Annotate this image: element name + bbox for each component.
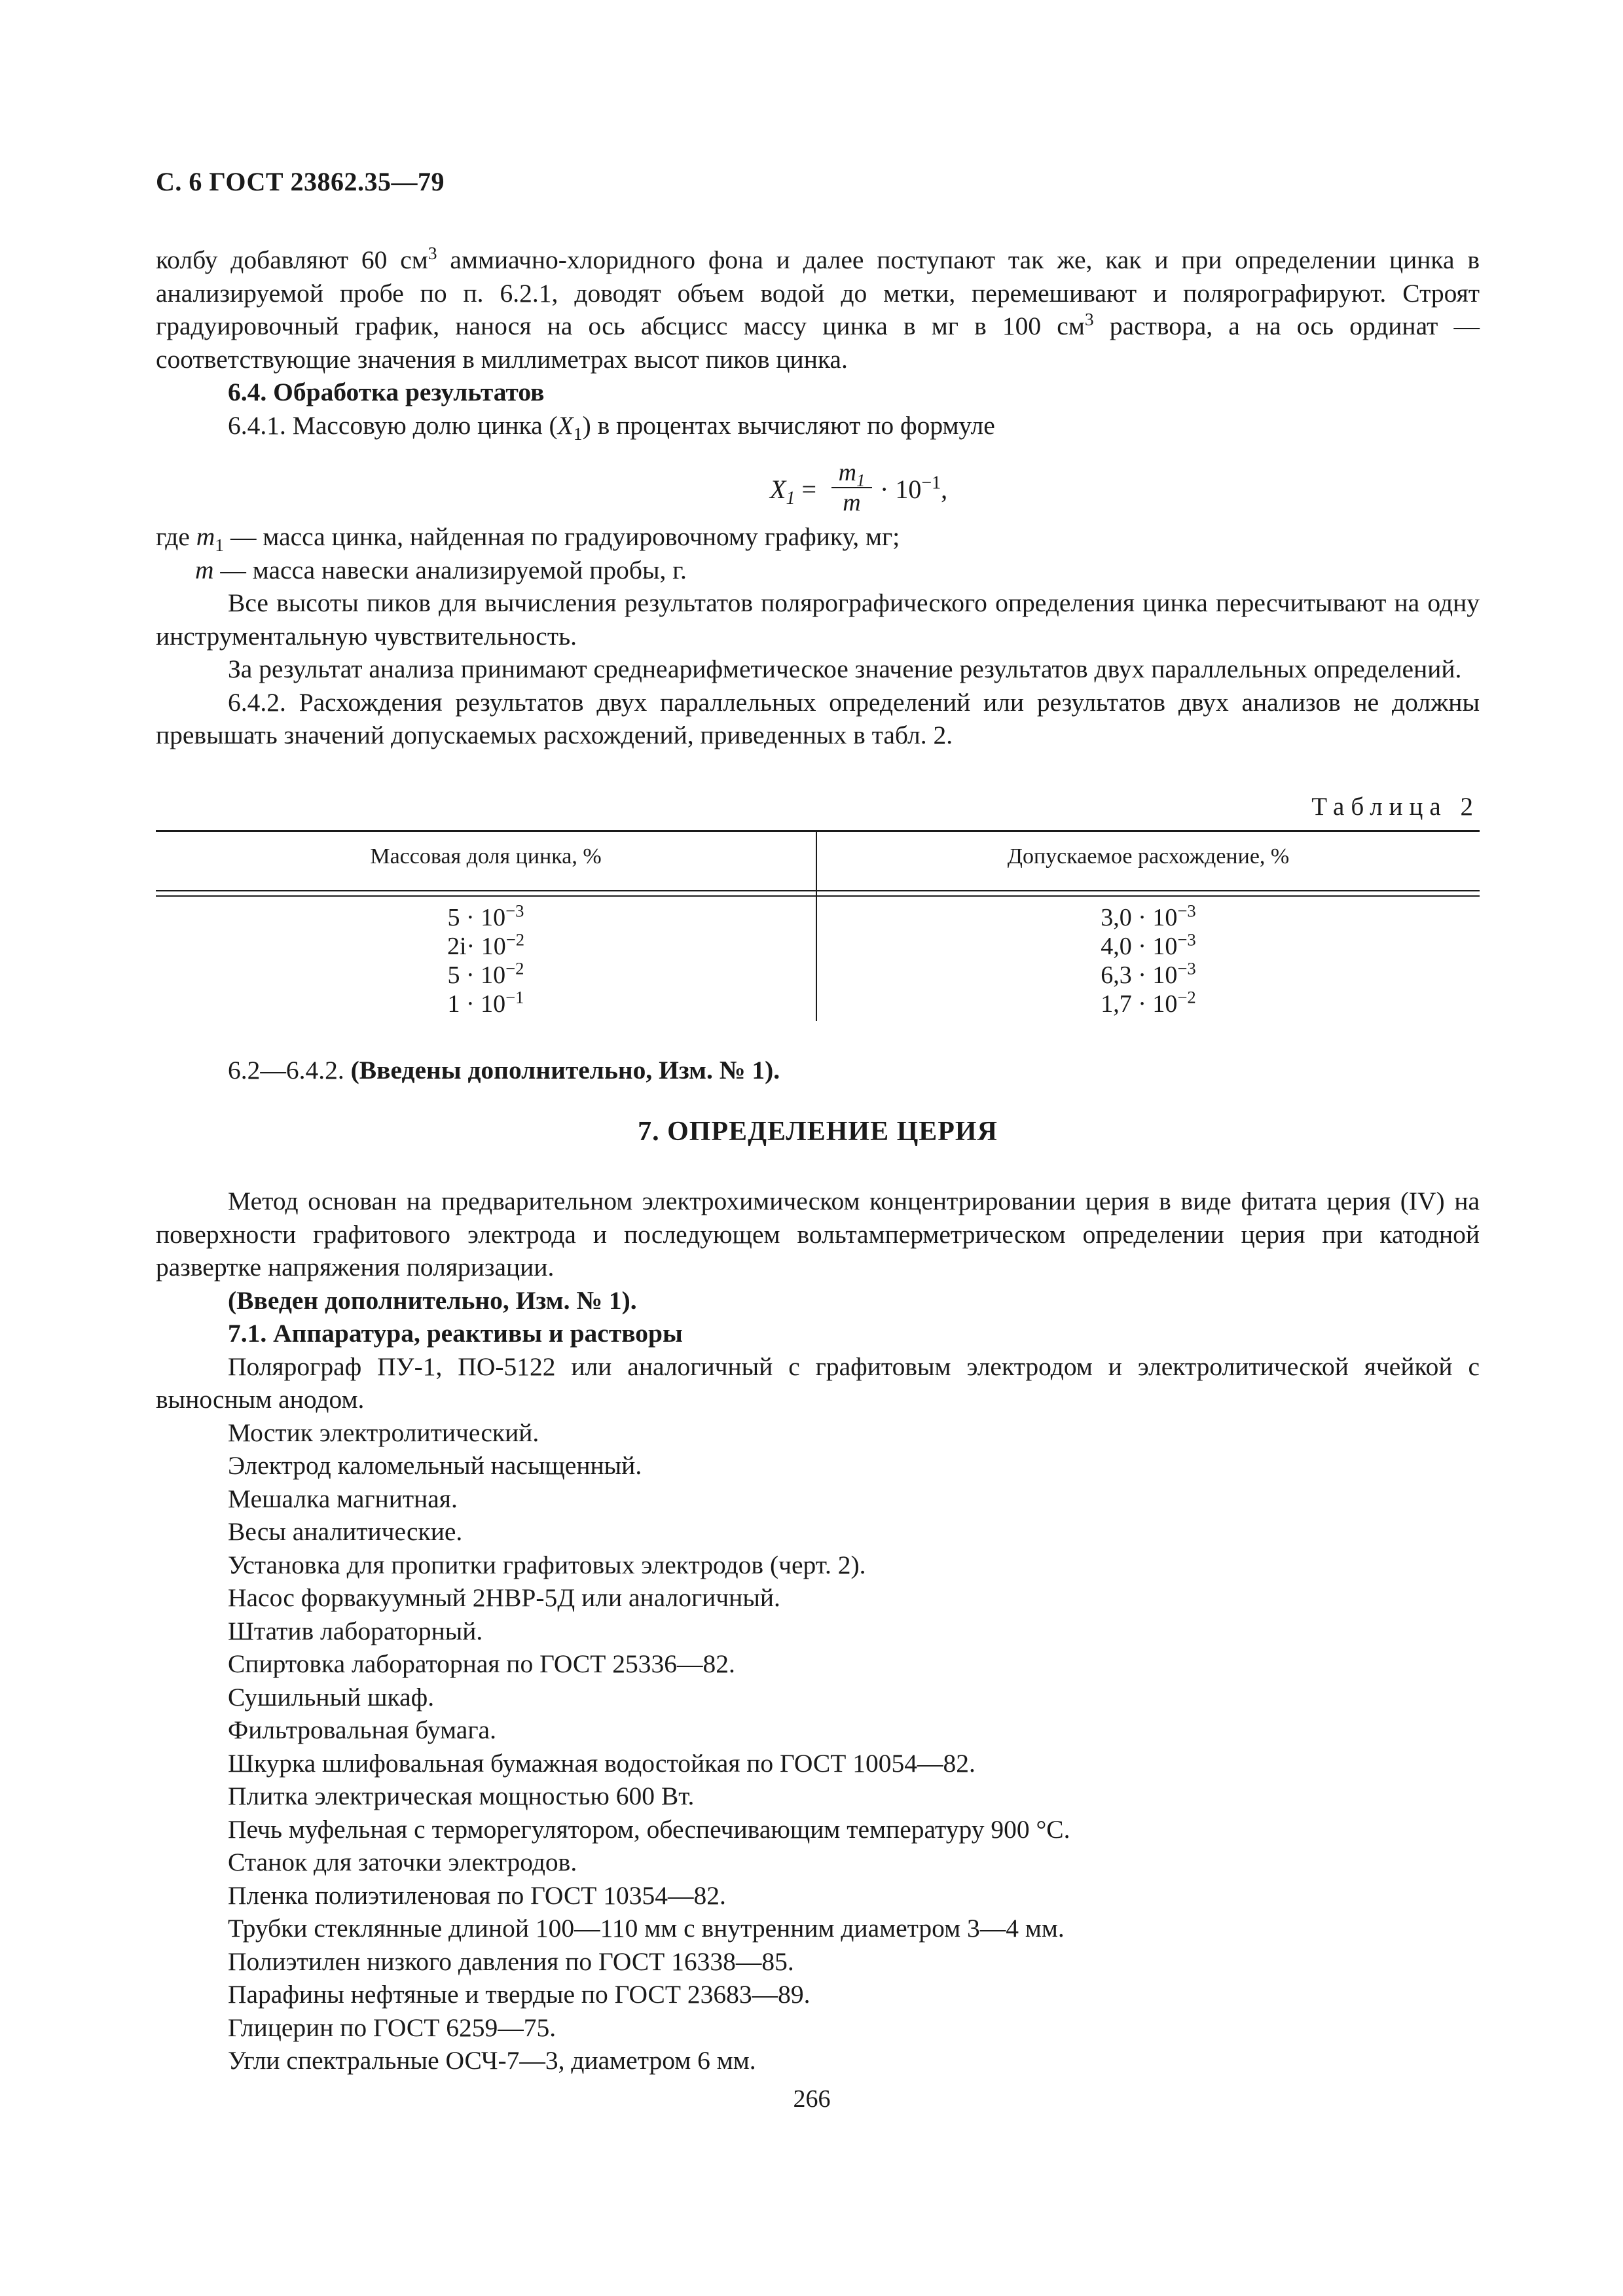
intro-block <box>156 243 1480 442</box>
cell-text: 4,0 · 10 <box>1101 933 1178 960</box>
table-col1-values <box>156 903 816 1018</box>
formula-num-sub: 1 <box>856 470 866 490</box>
cell-text: 2i· 10 <box>447 933 506 960</box>
table-cell <box>156 903 816 932</box>
where-1-var: m <box>196 522 215 551</box>
formula-numerator <box>829 458 875 490</box>
cell-text: 6,3 · 10 <box>1101 961 1178 989</box>
formula-num-var: m <box>838 459 857 486</box>
section-6-4-title: 6.4. Обработка результатов <box>228 378 545 406</box>
cell-sup: −3 <box>1177 901 1196 921</box>
list-item: Печь муфельная с терморегулятором, обеспечивающим температуру 900 °С. <box>228 1814 1070 1844</box>
formula-lhs <box>770 474 816 509</box>
list-item: Сушильный шкаф. <box>228 1682 435 1712</box>
list-item: Мешалка магнитная. <box>228 1484 458 1513</box>
amendment-range: 6.2—6.4.2. <box>228 1056 351 1085</box>
amendment-section-7: (Введен дополнительно, Изм. № 1). <box>228 1285 637 1315</box>
section-7-body <box>156 1185 1480 2077</box>
section-7-title: 7. ОПРЕДЕЛЕНИЕ ЦЕРИЯ <box>638 1117 998 1147</box>
formula-multiplier <box>880 474 947 505</box>
cell-text: 3,0 · 10 <box>1101 904 1178 931</box>
cell-text: 5 · 10 <box>447 961 506 989</box>
paragraph-all-peaks: Все высоты пиков для вычисления результатов полярографического определения цинка пересчитывают на одну инструментальную чувствительность. <box>156 588 1480 651</box>
cell-sup: −2 <box>505 958 524 978</box>
cell-text: 1,7 · 10 <box>1101 990 1178 1018</box>
paragraph-method: Метод основан на предварительном электрохимическом концентрировании церия в виде фитата церия (IV) на поверхности графитового электрода и последующем вольтамперметрическом определении церия при катодной развертке напряжения поляризации. <box>156 1187 1480 1282</box>
table-cell <box>817 929 1480 961</box>
amendment-note: (Введены дополнительно, Изм. № 1). <box>350 1056 780 1085</box>
amendment-6-2-6-4-2 <box>156 1054 1480 1087</box>
list-item: Пленка полиэтиленовая по ГОСТ 10354—82. <box>228 1880 726 1910</box>
where-1-b: — масса цинка, найденная по градуировочному графику, мг; <box>224 522 900 551</box>
cell-sup: −3 <box>1177 958 1196 978</box>
cell-sup: −2 <box>505 929 524 950</box>
section-7-1-title: 7.1. Аппаратура, реактивы и растворы <box>228 1319 683 1348</box>
list-item: Трубки стеклянные длиной 100—110 мм с внутренним диаметром 3—4 мм. <box>228 1914 1065 1943</box>
list-item: Плитка электрическая мощностью 600 Вт. <box>228 1782 695 1810</box>
intro-sup-1: 3 <box>428 242 437 263</box>
p641-sub: 1 <box>573 423 583 444</box>
where-line-1 <box>156 520 1480 554</box>
where-2-b: — масса навески анализируемой пробы, г. <box>213 555 687 584</box>
table-header-rule-2 <box>156 895 1480 897</box>
list-item: Штатив лабораторный. <box>228 1616 483 1645</box>
cell-text: 5 · 10 <box>447 904 506 931</box>
table-header-col2: Допускаемое расхождение, % <box>1007 844 1290 869</box>
p641-text-b: ) в процентах вычисляют по формуле <box>582 410 995 440</box>
where-1-sub: 1 <box>215 534 225 555</box>
intro-text-2: аммиачно-хлоридного фона и далее поступают так же, как и при определении цинка в анализируемой пробе по п. 6.2.1, доводят объем водой до метки, перемешивают и полярографируют. Строят градуировочный график, нанося на ось абсцисс массу цинка в мг в 100 см <box>156 245 1480 340</box>
cell-sup: −1 <box>505 987 524 1007</box>
formula <box>770 458 1032 518</box>
table-cell <box>156 987 816 1018</box>
where-1-a: где <box>156 522 196 551</box>
paragraph-polarograph: Полярограф ПУ-1, ПО-5122 или аналогичный с графитовым электродом и электролитической ячейкой с выносным анодом. <box>156 1352 1480 1414</box>
formula-lhs-var: X <box>770 475 786 504</box>
page-header: С. 6 ГОСТ 23862.35—79 <box>156 167 445 196</box>
intro-paragraph <box>156 243 1480 376</box>
cell-sup: −3 <box>1177 929 1196 950</box>
paragraph-6-4-2: 6.4.2. Расхождения результатов двух параллельных определений или результатов двух анализов не должны превышать значений допускаемых расхождений, приведенных в табл. 2. <box>156 687 1480 749</box>
intro-text-3: раствора, а на ось ординат — соответствующие значения в миллиметрах высот пиков цинка. <box>156 312 1480 374</box>
list-item: Шкурка шлифовальная бумажная водостойкая по ГОСТ 10054—82. <box>228 1748 976 1778</box>
table-cell <box>817 958 1480 990</box>
table-cell <box>156 958 816 990</box>
where-block <box>156 520 1480 752</box>
paragraph-result: За результат анализа принимают среднеарифметическое значение результатов двух параллельных определений. <box>228 655 1462 683</box>
list-item: Весы аналитические. <box>228 1517 463 1546</box>
cell-sup: −3 <box>505 901 524 921</box>
p641-var: X <box>557 410 574 440</box>
list-item: Станок для заточки электродов. <box>228 1848 577 1876</box>
where-2-var: m <box>195 555 214 584</box>
table-2 <box>156 830 1480 1021</box>
list-item: Угли спектральные ОСЧ-7—3, диаметром 6 мм. <box>228 2046 756 2075</box>
formula-lhs-sub: 1 <box>786 488 795 509</box>
list-item: Полиэтилен низкого давления по ГОСТ 16338—85. <box>228 1946 794 1976</box>
table-caption: Таблица 2 <box>1311 793 1480 821</box>
intro-text-1: колбу добавляют 60 см <box>156 245 428 274</box>
list-item: Насос форвакуумный 2НВР-5Д или аналогичный. <box>228 1583 780 1612</box>
p641-text-a: 6.4.1. Массовую долю цинка ( <box>228 410 558 440</box>
cell-sup: −2 <box>1177 987 1196 1007</box>
list-item: Фильтровальная бумага. <box>228 1715 496 1744</box>
list-item: Парафины нефтяные и твердые по ГОСТ 23683—89. <box>228 1980 811 2009</box>
table-cell <box>817 987 1480 1018</box>
formula-denominator: m <box>843 489 861 516</box>
formula-rest-sup: −1 <box>921 473 941 493</box>
table-col2-values <box>817 903 1480 1018</box>
table-top-rule <box>156 830 1480 832</box>
list-item: Мостик электролитический. <box>228 1418 539 1447</box>
list-item: Спиртовка лабораторная по ГОСТ 25336—82. <box>228 1649 735 1678</box>
page-number: 266 <box>793 2085 831 2113</box>
list-item: Установка для пропитки графитовых электродов (черт. 2). <box>228 1550 866 1579</box>
paragraph-6-4-1 <box>156 409 1480 442</box>
formula-rest: · 10 <box>880 475 922 504</box>
list-item: Глицерин по ГОСТ 6259—75. <box>228 2013 556 2042</box>
table-header-col1: Массовая доля цинка, % <box>370 844 602 869</box>
formula-equals: = <box>795 475 816 504</box>
cell-text: 1 · 10 <box>447 990 506 1018</box>
formula-tail: , <box>941 475 948 504</box>
amendment-block <box>156 1054 1480 1087</box>
intro-sup-2: 3 <box>1084 308 1094 329</box>
list-item: Электрод каломельный насыщенный. <box>228 1451 642 1480</box>
where-line-2 <box>156 554 1480 587</box>
formula-fraction <box>829 458 875 517</box>
table-header-rule-1 <box>156 890 1480 891</box>
table-cell <box>817 903 1480 932</box>
table-cell <box>156 929 816 961</box>
